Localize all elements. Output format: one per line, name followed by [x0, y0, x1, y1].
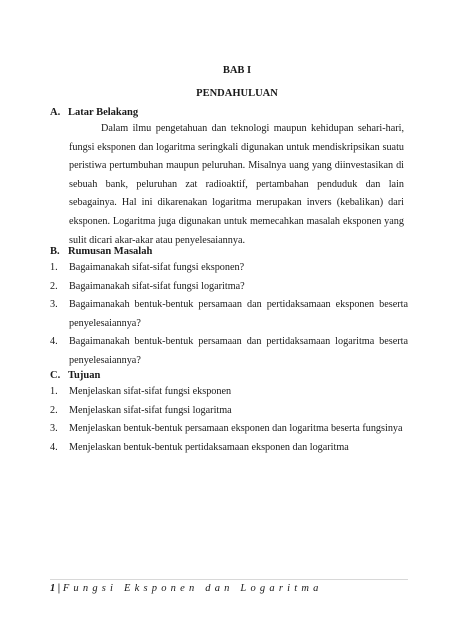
section-b-letter: B. — [50, 246, 60, 257]
list-item-text: Bagaimanakah bentuk-bentuk persamaan dan pertidaksamaan eksponen beserta penyelesaiannya? — [69, 299, 408, 329]
chapter-number: BAB I — [222, 65, 252, 76]
chapter-title: PENDAHULUAN — [196, 88, 278, 99]
list-item-text: Menjelaskan bentuk-bentuk pertidaksamaan eksponen dan logaritma — [69, 441, 349, 453]
section-b-heading — [50, 246, 152, 257]
list-item-number: 4. — [50, 441, 58, 453]
list-item-number: 3. — [50, 423, 58, 435]
section-c-title: Tujuan — [68, 370, 101, 381]
list-item — [50, 439, 408, 458]
list-item — [50, 259, 408, 278]
list-item — [50, 402, 408, 421]
page-number: 1 — [50, 583, 56, 594]
section-a-title: Latar Belakang — [68, 107, 139, 118]
section-c-heading — [50, 370, 100, 381]
section-a-heading — [50, 107, 138, 118]
list-item-text: Bagaimanakah bentuk-bentuk persamaan dan pertidaksamaan logaritma beserta penyelesaiannya? — [69, 336, 408, 366]
footer-separator: | — [57, 583, 61, 594]
list-item-text: Bagaimanakah sifat-sifat fungsi logaritma? — [69, 280, 245, 292]
list-item-number: 4. — [50, 336, 58, 348]
list-item-number: 3. — [50, 299, 58, 311]
page-footer — [50, 583, 323, 594]
list-item — [50, 383, 408, 402]
section-c-letter: C. — [50, 370, 61, 381]
section-a-letter: A. — [50, 107, 61, 118]
section-b-title: Rumusan Masalah — [68, 246, 153, 257]
list-item-number: 1. — [50, 386, 58, 397]
list-item — [50, 420, 408, 439]
list-item — [50, 333, 408, 370]
list-item-number: 1. — [50, 262, 58, 273]
footer-divider — [50, 579, 408, 580]
list-item-text: Menjelaskan bentuk-bentuk persamaan eksponen dan logaritma beserta fungsinya — [69, 423, 403, 435]
list-item — [50, 296, 408, 333]
list-item-number: 2. — [50, 280, 58, 292]
footer-title: Fungsi Eksponen dan Logaritma — [62, 583, 323, 594]
list-item-number: 2. — [50, 404, 58, 416]
objective-list — [50, 383, 408, 457]
list-item — [50, 278, 408, 297]
list-item-text: Bagaimanakah sifat-sifat fungsi eksponen? — [69, 262, 245, 273]
problem-list — [50, 259, 408, 371]
list-item-text: Menjelaskan sifat-sifat fungsi logaritma — [69, 404, 232, 416]
section-a-paragraph: Dalam ilmu pengetahuan dan teknologi maupun kehidupan sehari-hari, fungsi eksponen dan logaritma seringkali digunakan untuk mendiskripsikan suatu peristiwa pertumbuhan maupun peluruhan. Misalnya uang yang diinvestasikan di sebuah bank, peluruhan zat radioaktif, pertambahan penduduk dan lain sebagainya. Hal ini dikarenakan logaritma merupakan invers (kebalikan) dari eksponen. Logaritma juga digunakan untuk memecahkan masalah eksponen yang sulit dicari akar-akar atau penyelesaiannya. — [69, 123, 404, 246]
list-item-text: Menjelaskan sifat-sifat fungsi eksponen — [69, 386, 232, 397]
